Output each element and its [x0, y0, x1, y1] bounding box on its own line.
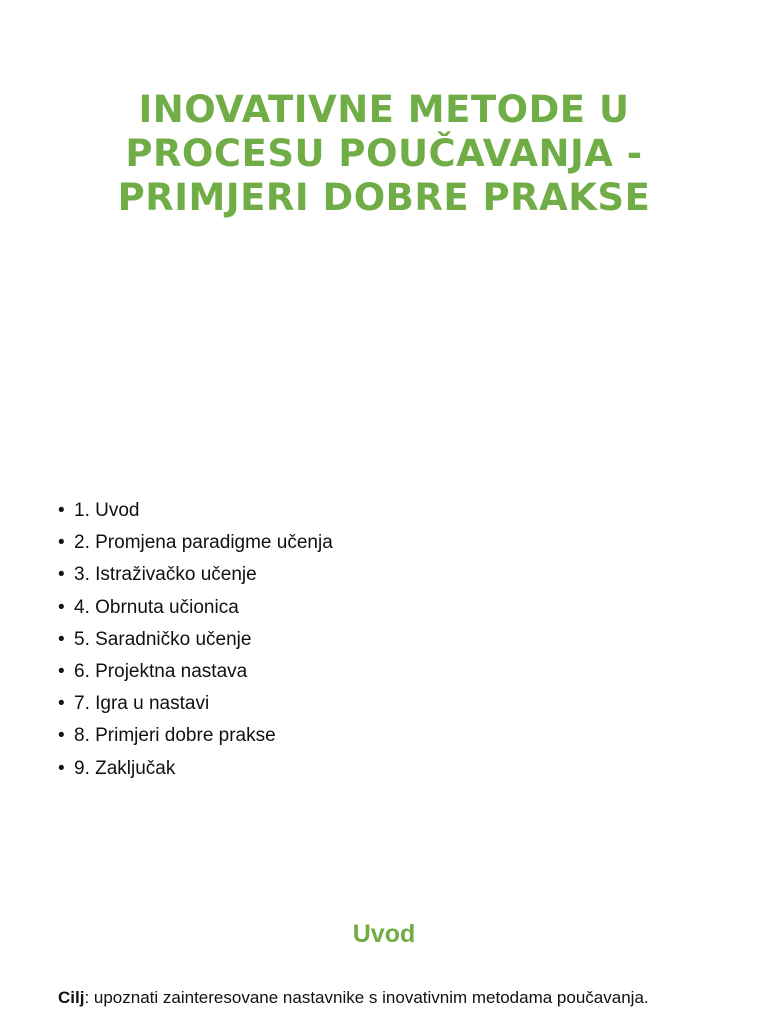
bullet-icon: • [58, 500, 65, 521]
toc-item-label: 2. Promjena paradigme učenja [74, 532, 333, 554]
toc-item-3 [58, 559, 333, 591]
toc-item-label: 9. Zaključak [74, 757, 176, 779]
toc-item-5 [58, 624, 333, 656]
toc-item-label: 7. Igra u nastavi [74, 693, 210, 715]
toc-item-label: 8. Primjeri dobre prakse [74, 725, 276, 747]
title-line-1: INOVATIVNE METODE U [138, 88, 630, 131]
bullet-icon: • [58, 532, 65, 554]
bullet-icon: • [58, 564, 65, 586]
table-of-contents [58, 495, 333, 785]
toc-item-label: 4. Obrnuta učionica [74, 596, 239, 618]
toc-item-label: 3. Istraživačko učenje [74, 564, 257, 586]
bullet-icon: • [58, 596, 65, 618]
section-heading: Uvod [352, 920, 416, 948]
bullet-icon: • [58, 628, 65, 650]
toc-item-label: 1. Uvod [74, 500, 140, 521]
toc-item-label: 5. Saradničko učenje [74, 628, 252, 650]
bullet-icon: • [58, 725, 65, 747]
title-line-3: PRIMJERI DOBRE PRAKSE [117, 176, 651, 219]
bullet-icon: • [58, 757, 65, 779]
toc-item-7 [58, 688, 333, 720]
toc-item-2 [58, 527, 333, 559]
title-line-2: PROCESU POUČAVANJA - [125, 132, 643, 175]
bullet-icon: • [58, 693, 65, 715]
toc-item-6 [58, 656, 333, 688]
toc-item-9 [58, 753, 333, 785]
goal-label: Cilj [58, 988, 85, 1007]
toc-item-4 [58, 592, 333, 624]
bullet-icon: • [58, 660, 65, 682]
toc-item-1 [58, 495, 333, 527]
goal-paragraph [58, 985, 649, 1011]
toc-item-label: 6. Projektna nastava [74, 660, 248, 682]
page-title [40, 88, 728, 220]
toc-item-8 [58, 720, 333, 752]
goal-text: : upoznati zainteresovane nastavnike s inovativnim metodama poučavanja. [84, 988, 649, 1007]
